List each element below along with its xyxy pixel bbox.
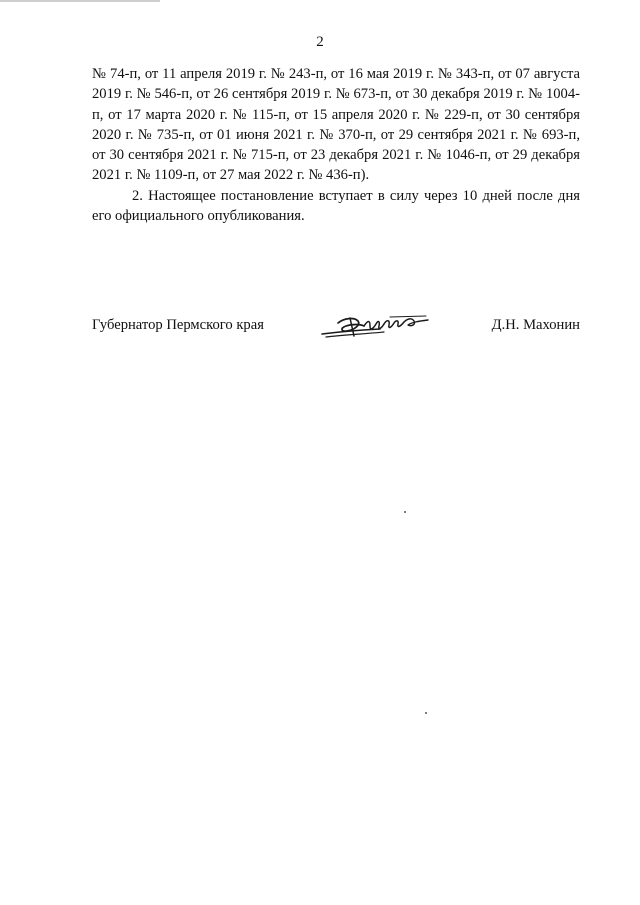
signature-block [92, 312, 580, 348]
signatory-name: Д.Н. Махонин [491, 317, 580, 333]
page-number: 2 [316, 34, 324, 50]
handwritten-signature-icon [320, 312, 432, 345]
scan-speck [404, 511, 406, 513]
top-edge-rule [0, 0, 160, 2]
signatory-title: Губернатор Пермского края [92, 317, 264, 333]
document-body [92, 64, 580, 226]
paragraph-effective-date: 2. Настоящее постановление вступает в силу через 10 дней после дня его официального опубликования. [92, 187, 580, 225]
scan-speck [425, 712, 427, 714]
paragraph-amendments-list: № 74-п, от 11 апреля 2019 г. № 243-п, от 16 мая 2019 г. № 343-п, от 07 августа 2019 г. № 546-п, от 26 сентября 2019 г. № 673-п, от 30 декабря 2019 г. № 1004-п, от 17 марта 2020 г. № 115-п, от 15 апреля 2020 г. № 229-п, от 30 сентября 2020 г. № 735-п, от 01 июня 2021 г. № 370-п, от 29 сентября 2021 г. № 693-п, от 30 сентября 2021 г. № 715-п, от 23 декабря 2021 г. № 1046-п, от 29 декабря 2021 г. № 1109-п, от 27 мая 2022 г. № 436-п). [92, 66, 580, 184]
